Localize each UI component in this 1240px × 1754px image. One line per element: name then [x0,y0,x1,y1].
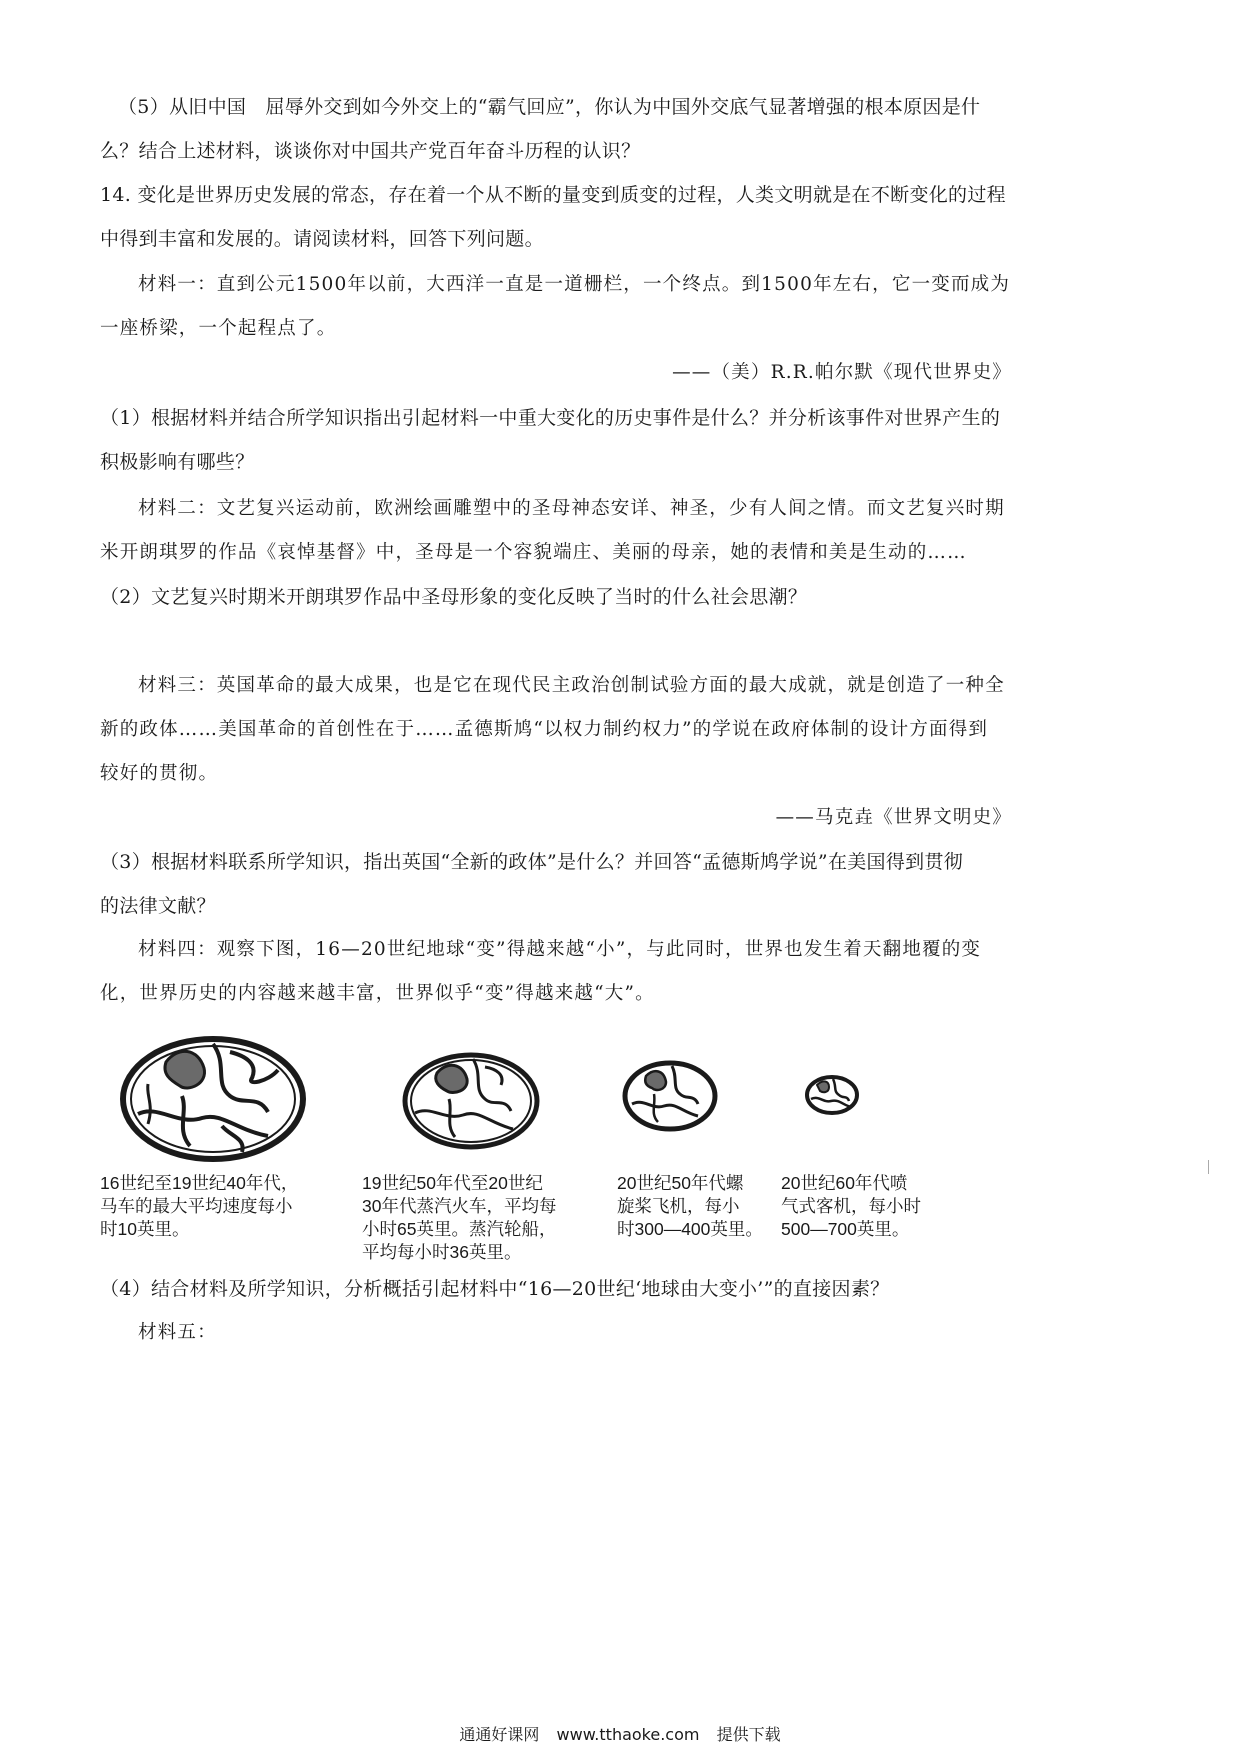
material-4-line-2: 化，世界历史的内容越来越丰富，世界似乎“变”得越来越“大”。 [100,983,655,1004]
footer-url[interactable]: www.tthaoke.com [556,1725,700,1744]
globe-image-smallest [805,1075,859,1115]
footer-site-name: 通通好课网 [459,1725,540,1744]
material-3-line-2: 新的政体……美国革命的首创性在于……孟德斯鸠“以权力制约权力”的学说在政府体制的设计方面得到 [100,719,989,740]
material-4-line-1: 材料四：观察下图，16—20世纪地球“变”得越来越“小”，与此同时，世界也发生着天翻地覆的变 [138,939,982,960]
caption-line: 小时65英里。蒸汽轮船， [362,1219,557,1239]
material-1-source: ——（美）R.R.帕尔默《现代世界史》 [672,362,1012,383]
figure-divider-mark [1208,1160,1209,1174]
material-1-line-1: 材料一：直到公元1500年以前，大西洋一直是一道栅栏，一个终点。到1500年左右，它一变而成为 [138,274,1011,295]
globe-image-large [118,1034,308,1164]
caption-line: 20世纪60年代喷 [781,1173,908,1193]
material-3-line-1: 材料三：英国革命的最大成果，也是它在现代民主政治创制试验方面的最大成就，就是创造了一种全 [138,675,1005,696]
caption-propeller-plane [617,1172,763,1241]
caption-steam-transport [362,1172,556,1264]
material-5-line-1: 材料五： [138,1322,217,1343]
caption-line: 气式客机，每小时 [781,1196,921,1216]
caption-line: 20世纪50年代螺 [617,1173,744,1193]
question-3-line-2: 的法律文献？ [100,895,216,917]
question-14-line-2: 中得到丰富和发展的。请阅读材料，回答下列问题。 [100,228,544,250]
caption-line: 30年代蒸汽火车，平均每 [362,1196,557,1216]
page-footer [0,1722,1240,1745]
question-5-line-2: 么？结合上述材料，谈谈你对中国共产党百年奋斗历程的认识？ [100,140,641,162]
question-14-line-1: 14. 变化是世界历史发展的常态，存在着一个从不断的量变到质变的过程，人类文明就是在不断变化的过程 [100,184,1006,206]
globe-image-small [622,1060,718,1132]
material-2-line-1: 材料二：文艺复兴运动前，欧洲绘画雕塑中的圣母神态安详、神圣，少有人间之情。而文艺复兴时期 [138,498,1005,519]
material-1-line-2: 一座桥梁，一个起程点了。 [100,318,337,339]
footer-tagline: 提供下载 [716,1725,781,1744]
question-1-line-1: （1）根据材料并结合所学知识指出引起材料一中重大变化的历史事件是什么？并分析该事件对世界产生的 [100,407,1001,429]
question-4-line-1: （4）结合材料及所学知识，分析概括引起材料中“16—20世纪‘地球由大变小’”的直接因素？ [100,1278,890,1300]
caption-line: 500—700英里。 [781,1219,910,1239]
caption-line: 时10英里。 [100,1219,190,1239]
material-2-line-2: 米开朗琪罗的作品《哀悼基督》中，圣母是一个容貌端庄、美丽的母亲，她的表情和美是生动的…… [100,542,967,563]
material-3-line-3: 较好的贯彻。 [100,763,219,784]
caption-line: 19世纪50年代至20世纪 [362,1173,543,1193]
question-3-line-1: （3）根据材料联系所学知识，指出英国“全新的政体”是什么？并回答“孟德斯鸠学说”在美国得到贯彻 [100,851,964,873]
question-1-line-2: 积极影响有哪些？ [100,451,255,473]
material-3-source: ——马克垚《世界文明史》 [775,807,1012,828]
caption-horse-carriage [100,1172,298,1241]
question-2-line-1: （2）文艺复兴时期米开朗琪罗作品中圣母形象的变化反映了当时的什么社会思潮？ [100,586,808,608]
globe-image-medium [401,1051,541,1151]
caption-line: 16世纪至19世纪40年代， [100,1173,299,1193]
caption-jet-airliner [781,1172,921,1241]
caption-line: 旋桨飞机，每小 [617,1196,740,1216]
caption-line: 马车的最大平均速度每小 [100,1196,293,1216]
caption-line: 时300—400英里。 [617,1219,763,1239]
caption-line: 平均每小时36英里。 [362,1242,522,1262]
question-5-line-1: （5）从旧中国 屈辱外交到如今外交上的“霸气回应”，你认为中国外交底气显著增强的根本原因是什 [118,96,981,118]
